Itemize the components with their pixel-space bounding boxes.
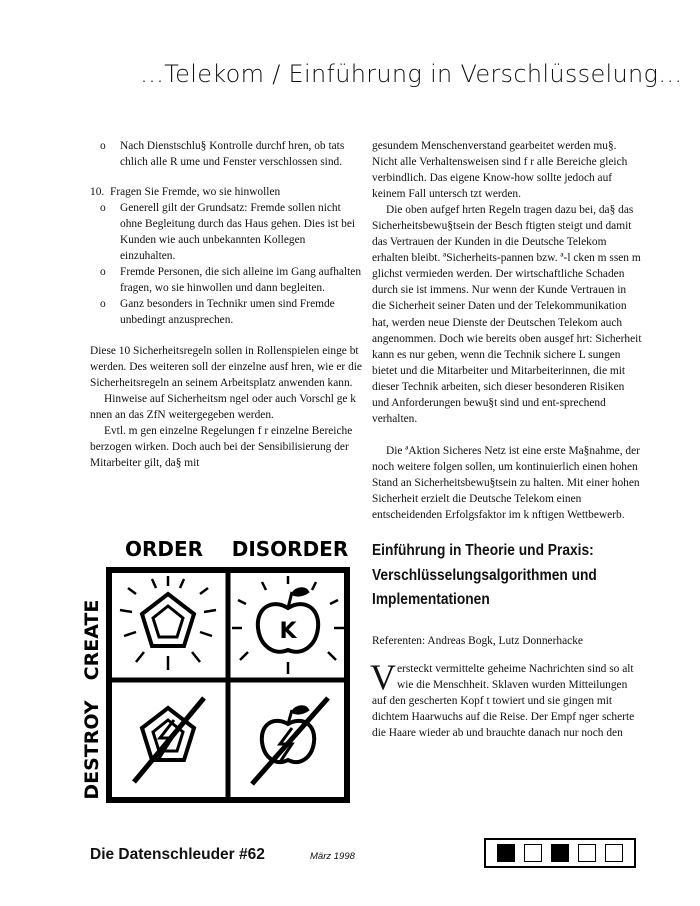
bullet-marker: o — [100, 266, 106, 279]
bullet-text: Ganz besonders in Technikr umen sind Fremde unbedingt anzusprechen. — [120, 298, 335, 327]
page-header-title: …Telekom / Einführung in Verschlüsselung… — [140, 60, 683, 88]
list-item — [90, 138, 362, 170]
bullet-marker: o — [100, 298, 106, 311]
left-text-column — [90, 138, 362, 471]
body-paragraph: Die ªAktion Sicheres Netz ist eine erste Ma§nahme, der noch weitere folgen sollen, um kontinuierlich einen hohen Stand an Sicherheitsbewu§tsein zu halten. Mit einer hohen Sicherheit erzielt die Deutsche Telekom einen entscheidenden Erfolgsfaktor im k nftigen Wettbewerb. — [372, 444, 640, 522]
pentagon-rays-icon — [120, 576, 216, 670]
filled-square-icon — [497, 844, 515, 862]
rule-text: Fragen Sie Fremde, wo sie hinwollen — [110, 186, 281, 199]
row-label-destroy: DESTROY — [81, 700, 103, 800]
empty-square-icon — [578, 844, 596, 862]
right-text-column — [372, 138, 642, 741]
filled-square-icon — [551, 844, 569, 862]
footer-publication-title: Die Datenschleuder #62 — [90, 846, 265, 863]
body-paragraph: Evtl. m gen einzelne Regelungen f r einzelne Bereiche berzogen wirken. Doch auch bei der Sensibilisierung der Mitarbeiter gilt, da§ mit — [90, 424, 353, 469]
empty-square-icon — [524, 844, 542, 862]
numbered-rule — [90, 184, 362, 200]
body-paragraph: Diese 10 Sicherheitsregeln sollen in Rollenspielen einge bt werden. Des weiteren soll der einzelne ausf hren, wie er die Sicherheitsregeln an seinem Arbeitsplatz anwenden kann. — [90, 344, 362, 389]
bullet-marker: o — [100, 202, 106, 215]
list-item — [90, 296, 362, 328]
bullet-text: Fremde Personen, die sich alleine im Gang aufhalten fragen, wo sie hinwollen und dann begleiten. — [120, 266, 362, 295]
bullet-text: Nach Dienstschlu§ Kontrolle durchf hren, ob tats chlich alle R ume und Fenster verschlossen sind. — [120, 140, 345, 169]
empty-square-icon — [605, 844, 623, 862]
bullet-marker: o — [100, 140, 106, 152]
apple-k-icon — [232, 576, 344, 674]
body-paragraph: gesundem Menschenverstand gearbeitet werden mu§. Nicht alle Verhaltensweisen sind f r alle Bereiche gleich verbindlich. Das eigene Know-how sollte jedoch auf keinem Fall untersch tzt werden. — [372, 140, 628, 201]
row-label-create: CREATE — [81, 599, 103, 681]
crossed-apple-icon — [252, 698, 328, 784]
speakers-line: Referenten: Andreas Bogk, Lutz Donnerhacke — [372, 634, 583, 647]
column-label-order: ORDER — [124, 537, 204, 561]
footer-box-strip — [484, 838, 636, 868]
apple-letter: K — [279, 619, 297, 644]
intro-text: ersteckt vermittelte geheime Nachrichten sind so alt wie die Menschheit. Sklaven wurden Mitteilungen auf den gescherten Kopf t towiert und sie gingen mit dichtem Haarwuchs auf die Reise. Der Empf nger scherte die Haare wieder ab und brauchte danach nur noch den — [372, 662, 635, 739]
list-item — [90, 200, 362, 264]
rule-number: 10. — [90, 186, 105, 199]
drop-cap: V — [370, 656, 396, 697]
body-paragraph: Die oben aufgef hrten Regeln tragen dazu bei, da§ das Sicherheitsbewu§tsein der Besch ftigten steigt und damit das Vertrauen der Kunden in die Deutsche Telekom erhalten bleibt. ªSicherheits-pannen bzw. ª-l cken m ssen m glichst vermieden werden. Der wirtschaftliche Schaden durch sie ist immens. Nur wenn der Kunde Vertrauen in die Sicherheit seiner Daten und der Telekommunikation hat, werden neue Dienste der Deutschen Telekom auch angenommen. Doch wie bereits oben ausgef hrt: Sicherheit kann es nur geben, wenn die Technik sichere L sungen bietet und die Mitarbeiter und Mitarbeiterinnen, die mit dieser Technik arbeiten, sich dieser besonderen Risiken und Anforderungen bewu§t sind und ent-sprechend verhalten. — [372, 204, 642, 425]
intro-paragraph — [370, 656, 642, 741]
order-disorder-illustration — [76, 532, 358, 812]
list-item — [90, 264, 362, 296]
bullet-text: Generell gilt der Grundsatz: Fremde sollen nicht ohne Begleitung durch das Haus gehen. Dies ist bei Kunden wie auch unbekannten Kollegen einzuhalten. — [120, 202, 356, 263]
column-label-disorder: DISORDER — [231, 537, 349, 561]
body-paragraph: Hinweise auf Sicherheitsm ngel oder auch Vorschl ge k nnen an das ZfN weitergegeben werden. — [90, 392, 357, 421]
crossed-pentagon-icon — [134, 698, 204, 782]
footer-date: März 1998 — [310, 851, 355, 862]
section-heading: Einführung in Theorie und Praxis: Verschlüsselungsalgorithmen und Implementationen — [372, 542, 597, 609]
